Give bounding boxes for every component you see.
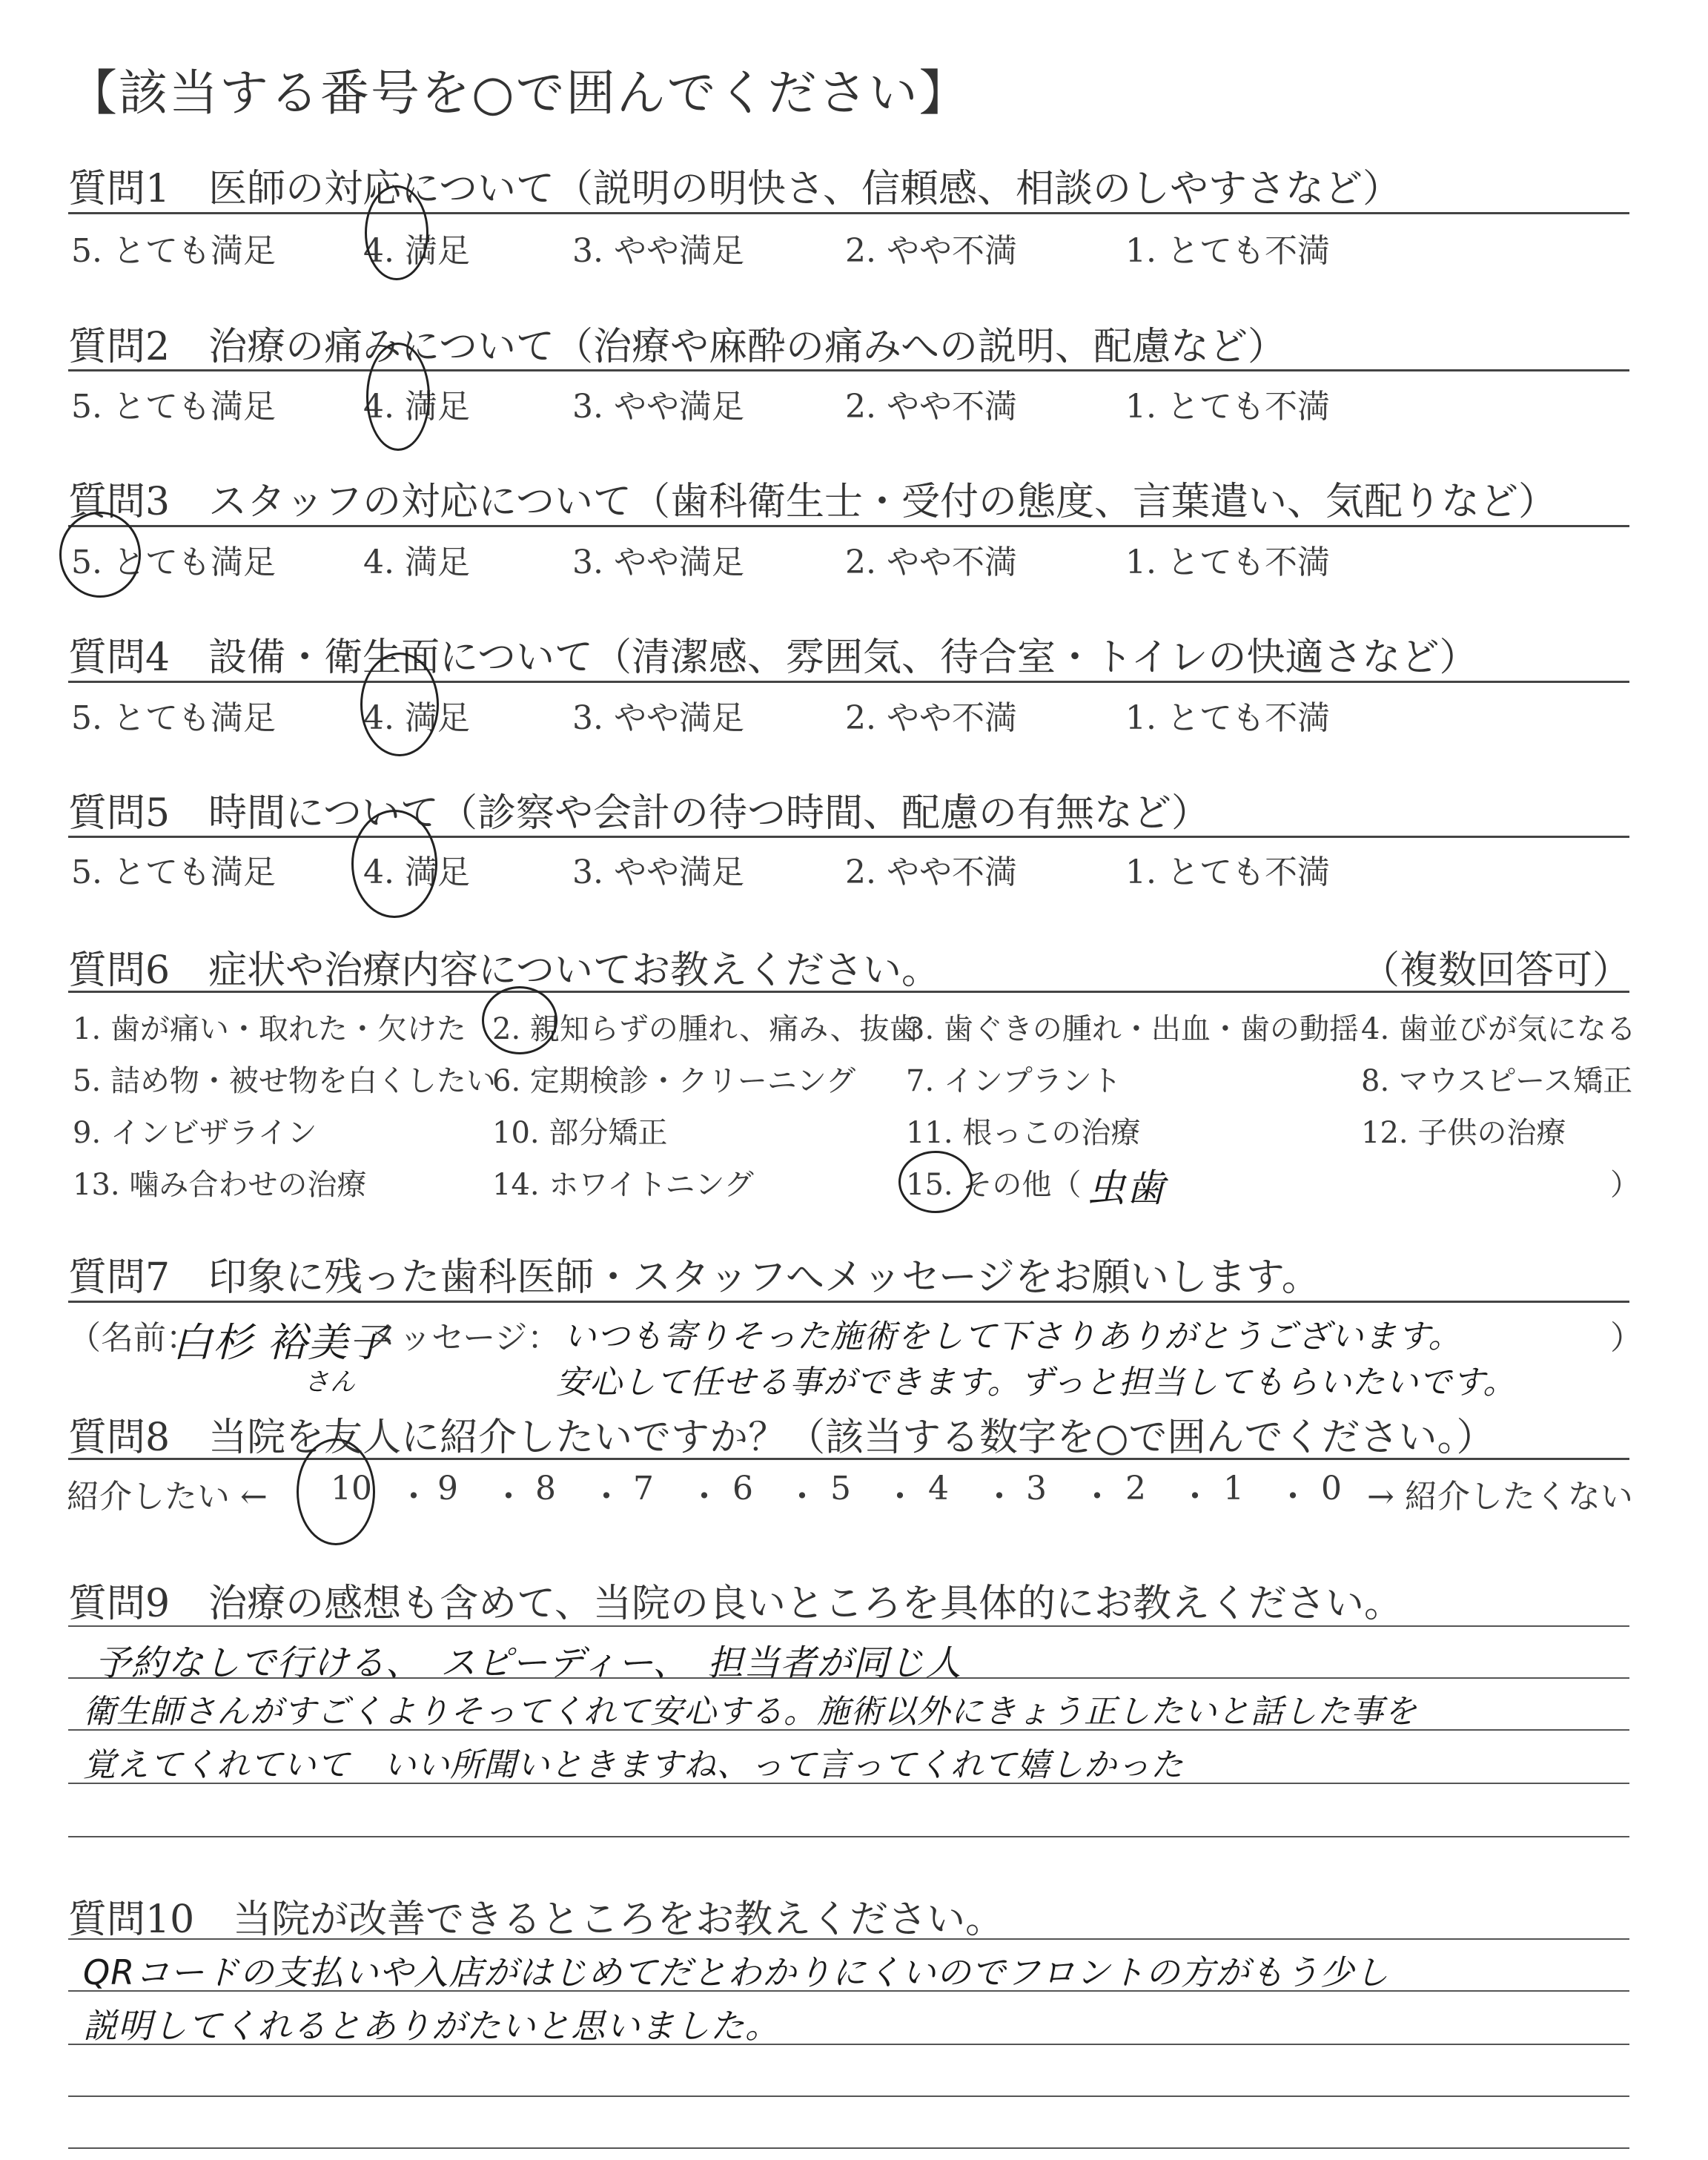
q6-other-text: 虫歯 <box>1087 1166 1166 1211</box>
q8-dot: ・ <box>786 1478 818 1516</box>
q8-scale-8[interactable]: 8 <box>535 1470 556 1507</box>
q8-dot: ・ <box>884 1478 916 1516</box>
q6-rule <box>68 991 1629 993</box>
q4-option-4[interactable]: 4. 満足 <box>363 699 470 737</box>
q8-left-label: 紹介したい ← <box>67 1478 268 1516</box>
q7-message-label: メッセージ： <box>366 1319 560 1357</box>
q6-option-7[interactable]: 7. インプラント <box>906 1064 1122 1098</box>
q8-dot: ・ <box>492 1478 525 1516</box>
q10-rule-5 <box>68 2147 1629 2149</box>
q8-scale-3[interactable]: 3 <box>1026 1470 1047 1507</box>
q7-heading: 質問7 印象に残った歯科医師・スタッフへメッセージをお願いします。 <box>68 1255 1320 1300</box>
q6-option-13[interactable]: 13. 噛み合わせの治療 <box>73 1168 367 1202</box>
q5-heading: 質問5 時間について（診察や会計の待つ時間、配慮の有無など） <box>68 791 1211 836</box>
q6-note: （複数回答可） <box>1361 948 1632 993</box>
q6-option-3[interactable]: 3. 歯ぐきの腫れ・出血・歯の動揺 <box>906 1012 1359 1046</box>
q10-rule-4 <box>68 2095 1629 2097</box>
q8-scale-0[interactable]: 0 <box>1321 1470 1342 1507</box>
q6-option-11[interactable]: 11. 根っこの治療 <box>906 1116 1141 1150</box>
q2-option-5[interactable]: 5. とても満足 <box>71 388 276 426</box>
q8-dot: ・ <box>688 1478 721 1516</box>
q4-option-2[interactable]: 2. やや不満 <box>845 699 1017 737</box>
survey-title: 【該当する番号を○で囲んでください】 <box>68 65 970 122</box>
q6-option-6[interactable]: 6. 定期検診・クリーニング <box>492 1064 856 1098</box>
q4-rule <box>68 681 1629 683</box>
q2-heading: 質問2 治療の痛みについて（治療や麻酔の痛みへの説明、配慮など） <box>68 325 1287 369</box>
q9-answer-line-2: 衛生師さんがすごくよりそってくれて安心する。施術以外にきょう正したいと話した事を <box>83 1693 1417 1731</box>
q8-selected-circle <box>297 1439 375 1545</box>
q9-rule-1 <box>68 1625 1629 1627</box>
q6-option-15[interactable]: 15. その他（ <box>906 1168 1082 1202</box>
q5-option-2[interactable]: 2. やや不満 <box>845 853 1017 891</box>
q5-rule <box>68 836 1629 838</box>
q8-rule <box>68 1458 1629 1460</box>
q1-selected-circle <box>365 185 428 280</box>
q6-option-2[interactable]: 2. 親知らずの腫れ、痛み、抜歯 <box>492 1012 919 1046</box>
q9-answer-line-1: 予約なしで行ける、 スピーディー、 担当者が同じ人 <box>95 1642 962 1684</box>
q3-option-1[interactable]: 1. とても不満 <box>1125 544 1330 581</box>
q6-option-9[interactable]: 9. インビザライン <box>73 1116 317 1150</box>
q6-selected-circle-15 <box>898 1151 973 1213</box>
q3-heading: 質問3 スタッフの対応について（歯科衛生士・受付の態度、言葉遣い、気配りなど） <box>68 480 1558 524</box>
q10-rule-1 <box>68 1938 1629 1940</box>
q2-selected-circle <box>366 343 430 451</box>
q3-selected-circle <box>59 512 141 598</box>
q6-option-4[interactable]: 4. 歯並びが気になる <box>1361 1012 1636 1046</box>
q2-option-3[interactable]: 3. やや満足 <box>572 388 744 426</box>
q1-heading: 質問1 医師の対応について（説明の明快さ、信頼感、相談のしやすさなど） <box>68 167 1401 211</box>
q8-scale-10[interactable]: 10 <box>331 1470 372 1507</box>
q3-option-2[interactable]: 2. やや不満 <box>845 544 1017 581</box>
q9-answer-line-3: 覚えてくれていて いい所聞いときますね、って言ってくれて嬉しかった <box>83 1746 1184 1784</box>
q1-option-4[interactable]: 4. 満足 <box>363 232 470 270</box>
q4-option-1[interactable]: 1. とても不満 <box>1125 699 1330 737</box>
q2-option-2[interactable]: 2. やや不満 <box>845 388 1017 426</box>
q8-dot: ・ <box>1277 1478 1309 1516</box>
q3-rule <box>68 525 1629 527</box>
q3-option-4[interactable]: 4. 満足 <box>363 544 470 581</box>
q5-selected-circle <box>351 810 437 918</box>
q3-option-5[interactable]: 5. とても満足 <box>71 544 276 581</box>
q7-close: ） <box>1610 1319 1643 1357</box>
q7-rule <box>68 1301 1629 1303</box>
q8-right-label: → 紹介したくない <box>1367 1478 1633 1516</box>
q8-scale-6[interactable]: 6 <box>732 1470 753 1507</box>
q6-other-close: ） <box>1610 1168 1640 1202</box>
q1-option-1[interactable]: 1. とても不満 <box>1125 232 1330 270</box>
q8-scale-2[interactable]: 2 <box>1125 1470 1146 1507</box>
q6-option-8[interactable]: 8. マウスピース矯正 <box>1361 1064 1633 1098</box>
q4-selected-circle <box>360 653 439 756</box>
q6-option-12[interactable]: 12. 子供の治療 <box>1361 1116 1566 1150</box>
q1-option-2[interactable]: 2. やや不満 <box>845 232 1017 270</box>
q8-scale-9[interactable]: 9 <box>437 1470 458 1507</box>
q1-option-5[interactable]: 5. とても満足 <box>71 232 276 270</box>
q8-dot: ・ <box>590 1478 623 1516</box>
q9-heading: 質問9 治療の感想も含めて、当院の良いところを具体的にお教えください。 <box>68 1582 1403 1626</box>
q8-scale-1[interactable]: 1 <box>1223 1470 1244 1507</box>
q10-heading: 質問10 当院が改善できるところをお教えください。 <box>68 1898 1004 1942</box>
q1-option-3[interactable]: 3. やや満足 <box>572 232 744 270</box>
q2-option-1[interactable]: 1. とても不満 <box>1125 388 1330 426</box>
q5-option-5[interactable]: 5. とても満足 <box>71 853 276 891</box>
q5-option-4[interactable]: 4. 満足 <box>363 853 470 891</box>
q6-option-5[interactable]: 5. 詰め物・被せ物を白くしたい <box>73 1064 496 1098</box>
q5-option-3[interactable]: 3. やや満足 <box>572 853 744 891</box>
q3-option-3[interactable]: 3. やや満足 <box>572 544 744 581</box>
q8-dot: ・ <box>1179 1478 1211 1516</box>
q7-name-value: 白杉 裕美子 <box>172 1319 390 1366</box>
q7-message-line-1: いつも寄りそった施術をして下さりありがとうございます。 <box>563 1318 1462 1355</box>
q1-rule <box>68 212 1629 214</box>
q10-answer-line-1: QRコードの支払いや入店がはじめてだとわかりにくいのでフロントの方がもう少し <box>83 1952 1390 1992</box>
q7-name-suffix: さん <box>304 1367 356 1397</box>
q4-option-5[interactable]: 5. とても満足 <box>71 699 276 737</box>
q6-option-14[interactable]: 14. ホワイトニング <box>492 1168 754 1202</box>
q9-rule-5 <box>68 1836 1629 1837</box>
q7-message-line-2: 安心して任せる事ができます。ずっと担当してもらいたいです。 <box>556 1364 1517 1401</box>
q8-scale-7[interactable]: 7 <box>633 1470 654 1507</box>
q2-option-4[interactable]: 4. 満足 <box>363 388 470 426</box>
q8-dot: ・ <box>1081 1478 1113 1516</box>
q6-option-10[interactable]: 10. 部分矯正 <box>492 1116 668 1150</box>
q8-dot: ・ <box>983 1478 1016 1516</box>
q8-scale-4[interactable]: 4 <box>928 1470 949 1507</box>
q6-selected-circle-2 <box>482 986 557 1054</box>
q8-scale-5[interactable]: 5 <box>830 1470 851 1507</box>
q7-name-label: （名前： <box>68 1319 199 1357</box>
q8-dot: ・ <box>397 1478 430 1516</box>
q2-rule <box>68 369 1629 371</box>
q8-heading: 質問8 当院を友人に紹介したいですか？（該当する数字を○で囲んでください。） <box>68 1416 1495 1460</box>
q10-answer-line-2: 説明してくれるとありがたいと思いました。 <box>83 2006 780 2046</box>
q4-heading: 質問4 設備・衛生面について（清潔感、雰囲気、待合室・トイレの快適さなど） <box>68 635 1478 680</box>
q6-option-1[interactable]: 1. 歯が痛い・取れた・欠けた <box>73 1012 466 1046</box>
q4-option-3[interactable]: 3. やや満足 <box>572 699 744 737</box>
q6-heading: 質問6 症状や治療内容についてお教えください。 <box>68 948 941 993</box>
q5-option-1[interactable]: 1. とても不満 <box>1125 853 1330 891</box>
